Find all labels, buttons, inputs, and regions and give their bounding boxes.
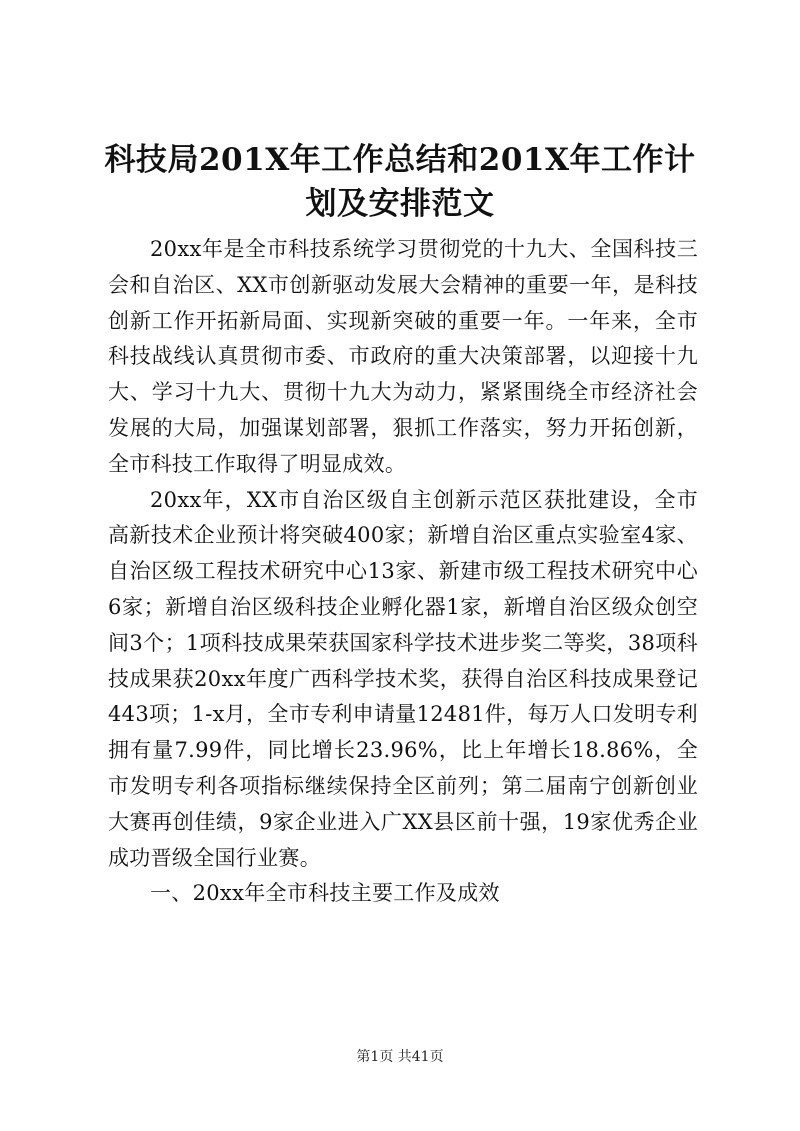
- section-heading: 一、20xx年全市科技主要工作及成效: [150, 881, 500, 906]
- document-body: [108, 232, 698, 912]
- paragraph-achievements: 20xx年，XX市自治区级自主创新示范区获批建设，全市高新技术企业预计将突破400家；新增自治区重点实验室4家、自治区级工程技术研究中心13家、新建市级工程技术研究中心6家；新增自治区级科技企业孵化器1家，新增自治区级众创空间3个；1项科技成果荣获国家科学技术进步奖二等奖，38项科技成果获20xx年度广西科学技术奖，获得自治区科技成果登记443项；1-x月，全市专利申请量12481件，每万人口发明专利拥有量7.99件，同比增长23.96%，比上年增长18.86%，全市发明专利各项指标继续保持全区前列；第二届南宁创新创业大赛再创佳绩，9家企业进入广XX县区前十强，19家优秀企业成功晋级全国行业赛。: [108, 487, 698, 870]
- document-title: 科技局201X年工作总结和201X年工作计划及安排范文: [104, 142, 696, 222]
- page-footer: 第1页 共41页: [356, 1049, 444, 1065]
- paragraph-intro: 20xx年是全市科技系统学习贯彻党的十九大、全国科技三会和自治区、XX市创新驱动发展大会精神的重要一年，是科技创新工作开拓新局面、实现新突破的重要一年。一年来，全市科技战线认真贯彻市委、市政府的重大决策部署，以迎接十九大、学习十九大、贯彻十九大为动力，紧紧围绕全市经济社会发展的大局，加强谋划部署，狠抓工作落实，努力开拓创新，全市科技工作取得了明显成效。: [108, 237, 698, 476]
